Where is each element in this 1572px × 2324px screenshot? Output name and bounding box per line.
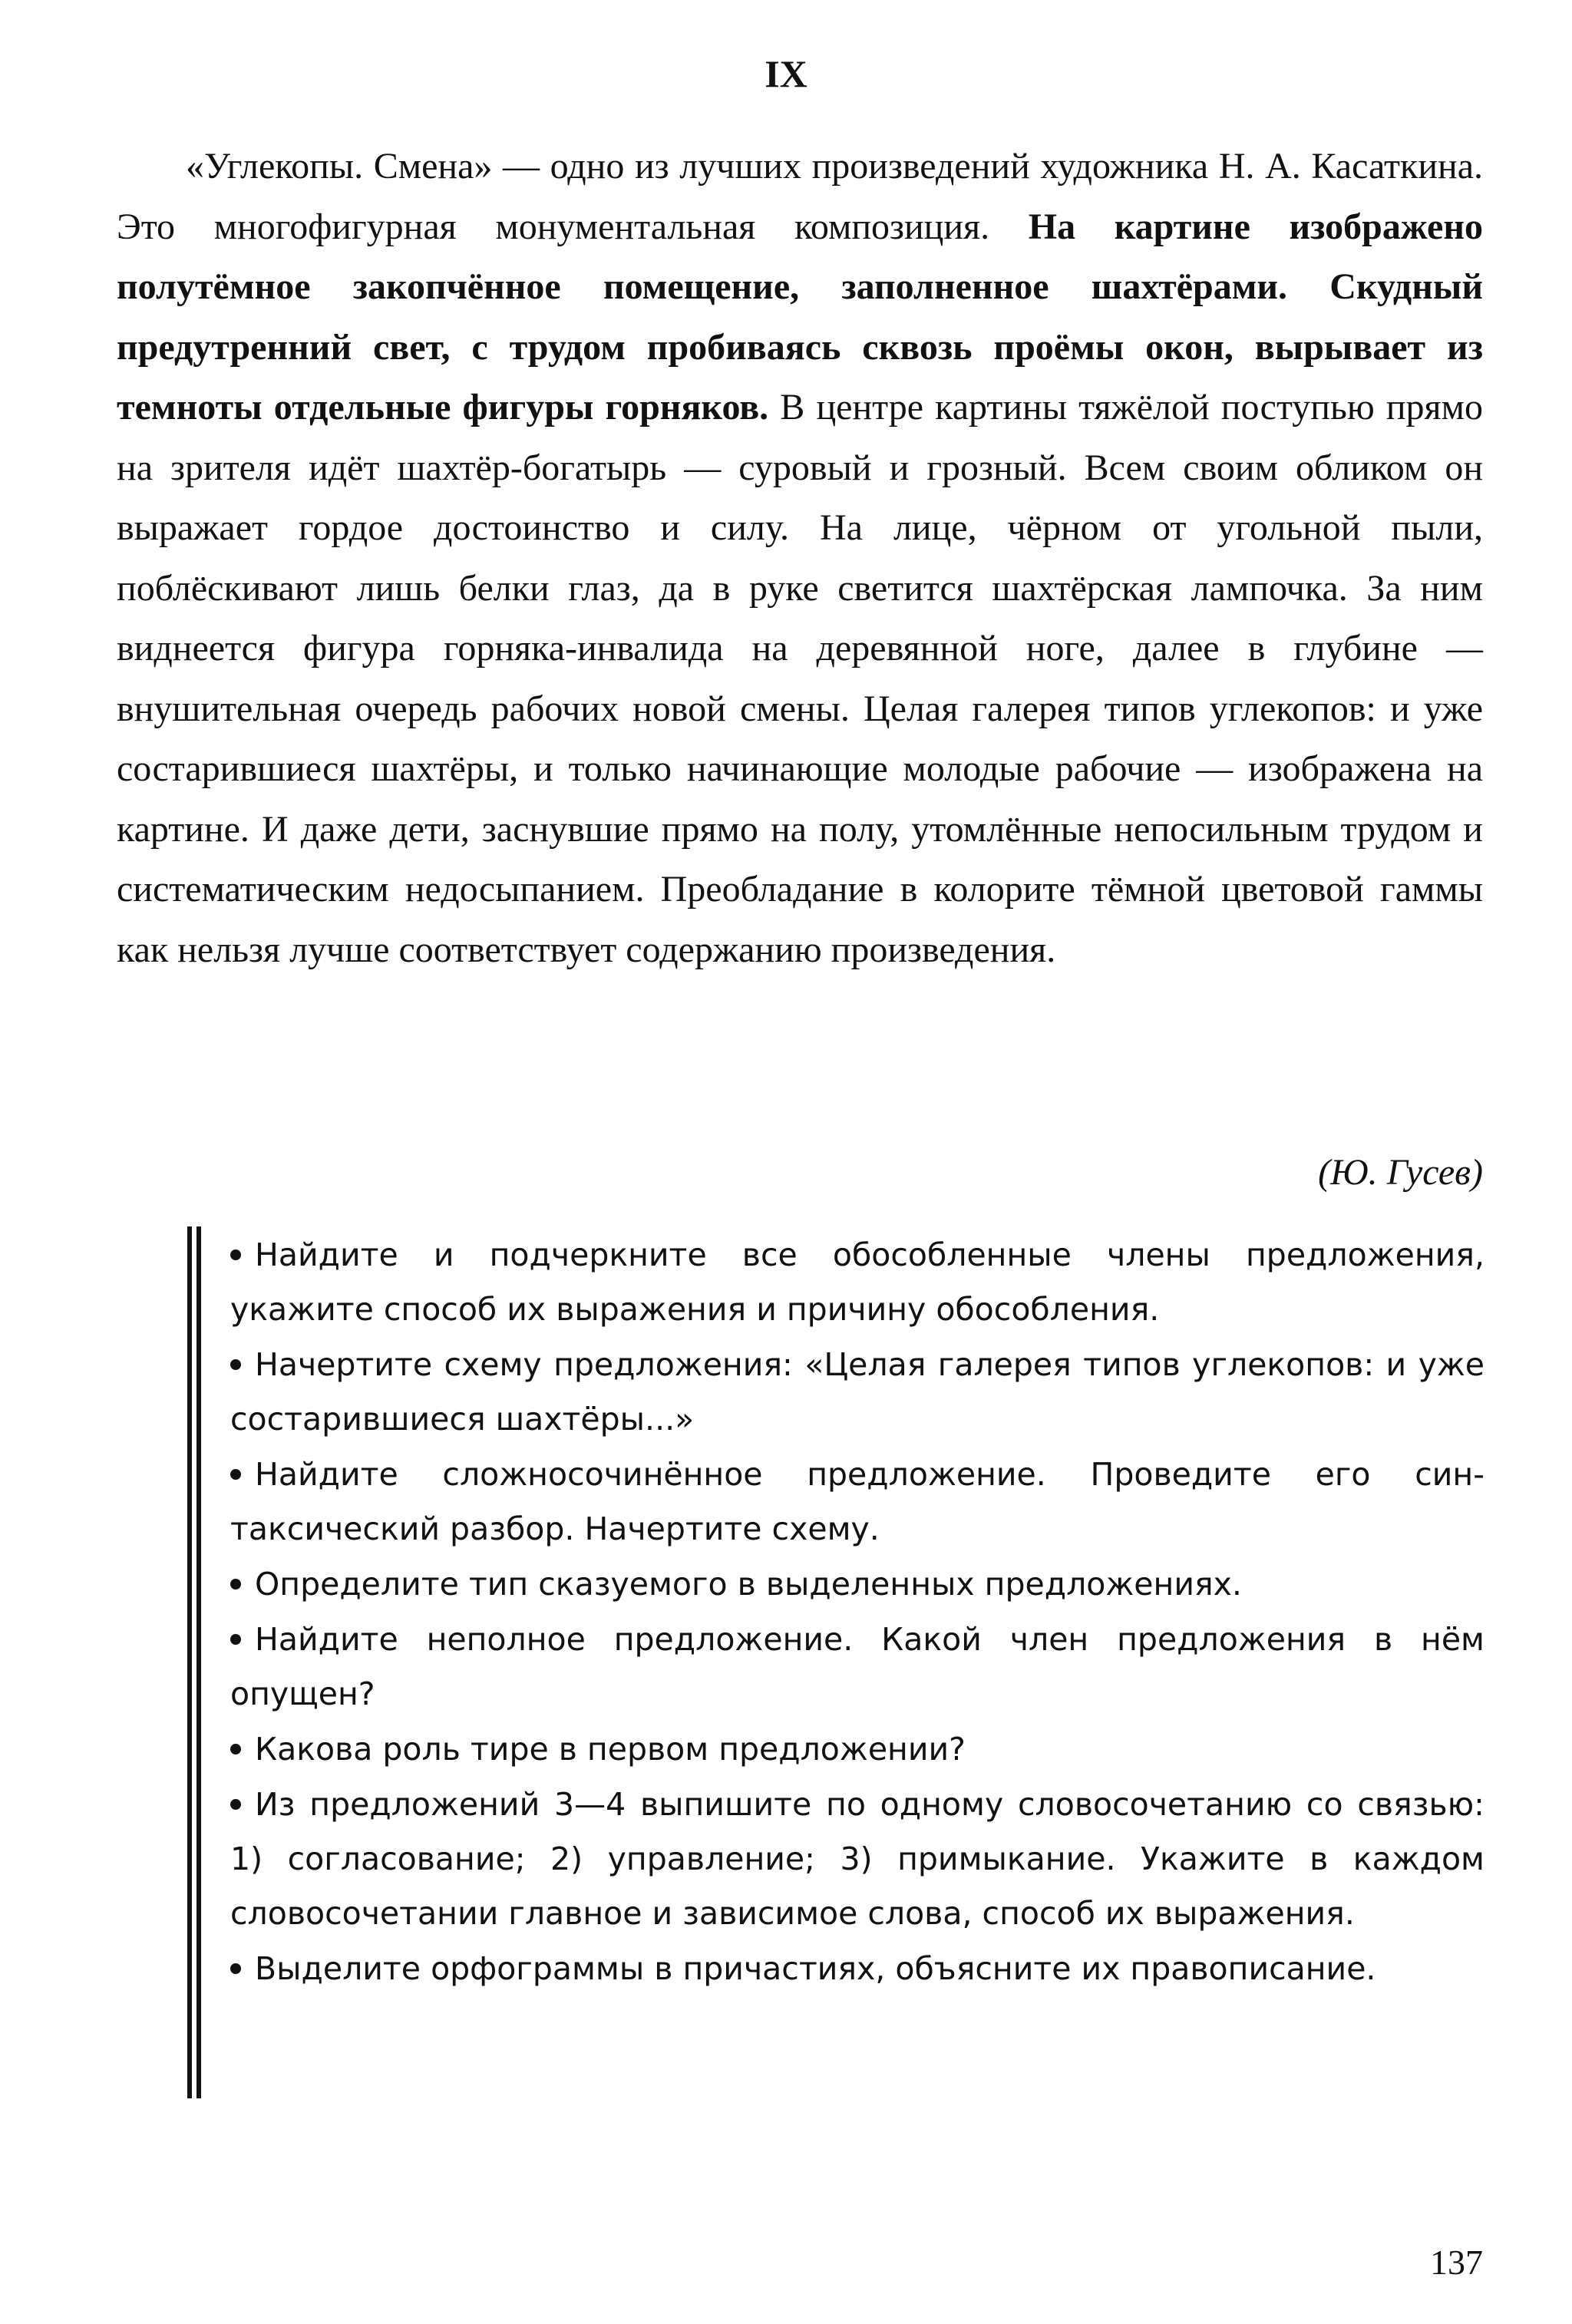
- task-item: [230, 1228, 1484, 1337]
- task-list: [230, 1228, 1484, 1997]
- bullet-icon: [230, 1359, 241, 1370]
- bullet-icon: [230, 1249, 241, 1260]
- bullet-icon: [230, 1744, 241, 1755]
- task-text: Начертите схему предложения: «Целая галерея типов углекопов: и уже состарившиеся шахтёры...»: [230, 1346, 1484, 1438]
- main-text: [117, 137, 1483, 980]
- text-bold-highlight: На картине изображено полутёмное закопчённое помещение, заполненное шахтёрами. Скудный предутренний свет, с трудом пробиваясь сквозь проёмы окон, вырывает из темноты отдельные фигуры горняков.: [117, 206, 1484, 427]
- author-attribution: (Ю. Гусев): [1318, 1152, 1483, 1193]
- task-text: Найдите неполное предложение. Какой член предложения в нём опущен?: [230, 1621, 1484, 1712]
- text-plain-2: В центре картины тяжёлой поступью прямо на зрителя идёт шахтёр-богатырь — суровый и грозный. Всем своим обликом он выражает гордое достоинство и силу. На лице, чёрном от угольной пыли, поблёскивают лишь белки глаз, да в руке светится шахтёрская лампочка. За ним виднеется фигура горняка-инвалида на деревянной ноге, далее в глубине — внушительная очередь рабочих новой смены. Целая галерея типов углекопов: и уже состарившиеся шахтёры, и только начинающие молодые рабочие — изображена на картине. И даже дети, заснувшие прямо на полу, утомлённые непосильным трудом и систематическим недосыпанием. Преобладание в колорите тёмной цветовой гаммы как нельзя лучше соответствует содержанию произведения.: [117, 387, 1483, 970]
- task-item: [230, 1448, 1484, 1556]
- bullet-icon: [230, 1579, 241, 1589]
- page-number: 137: [1430, 2243, 1483, 2282]
- section-number: IX: [765, 52, 807, 95]
- task-text: Из предложений 3—4 выпишите по одному словосочетанию со связью: 1) согласование; 2) управление; 3) примыкание. Укажите в каждом словосочетании главное и зависимое слова, способ их выражения.: [230, 1786, 1484, 1932]
- tasks-margin-bar: [187, 1226, 192, 2098]
- bullet-icon: [230, 1634, 241, 1645]
- task-text: Найдите и подчеркните все обособленные члены предложения, укажите способ их выражения и причину обособления.: [230, 1236, 1484, 1328]
- text-plain-1: «Углекопы. Смена» — одно из лучших произведений художника Н. А. Касаткина. Это многофигурная монументальная композиция.: [117, 146, 1483, 247]
- tasks-margin-bar: [196, 1226, 201, 2098]
- task-item: [230, 1722, 1484, 1777]
- bullet-icon: [230, 1469, 241, 1480]
- task-item: [230, 1613, 1484, 1722]
- task-text: Найдите сложносочинённое предложение. Проведите его синтаксический разбор. Начертите схему.: [230, 1456, 1484, 1547]
- task-item: [230, 1942, 1484, 1996]
- task-text: Определите тип сказуемого в выделенных предложениях.: [255, 1566, 1242, 1603]
- task-item: [230, 1557, 1484, 1612]
- bullet-icon: [230, 1963, 241, 1974]
- task-item: [230, 1778, 1484, 1941]
- task-text: Выделите орфограммы в причастиях, объясните их правописание.: [255, 1950, 1376, 1987]
- task-text: Какова роль тире в первом предложении?: [255, 1731, 966, 1768]
- task-item: [230, 1338, 1484, 1447]
- bullet-icon: [230, 1799, 241, 1810]
